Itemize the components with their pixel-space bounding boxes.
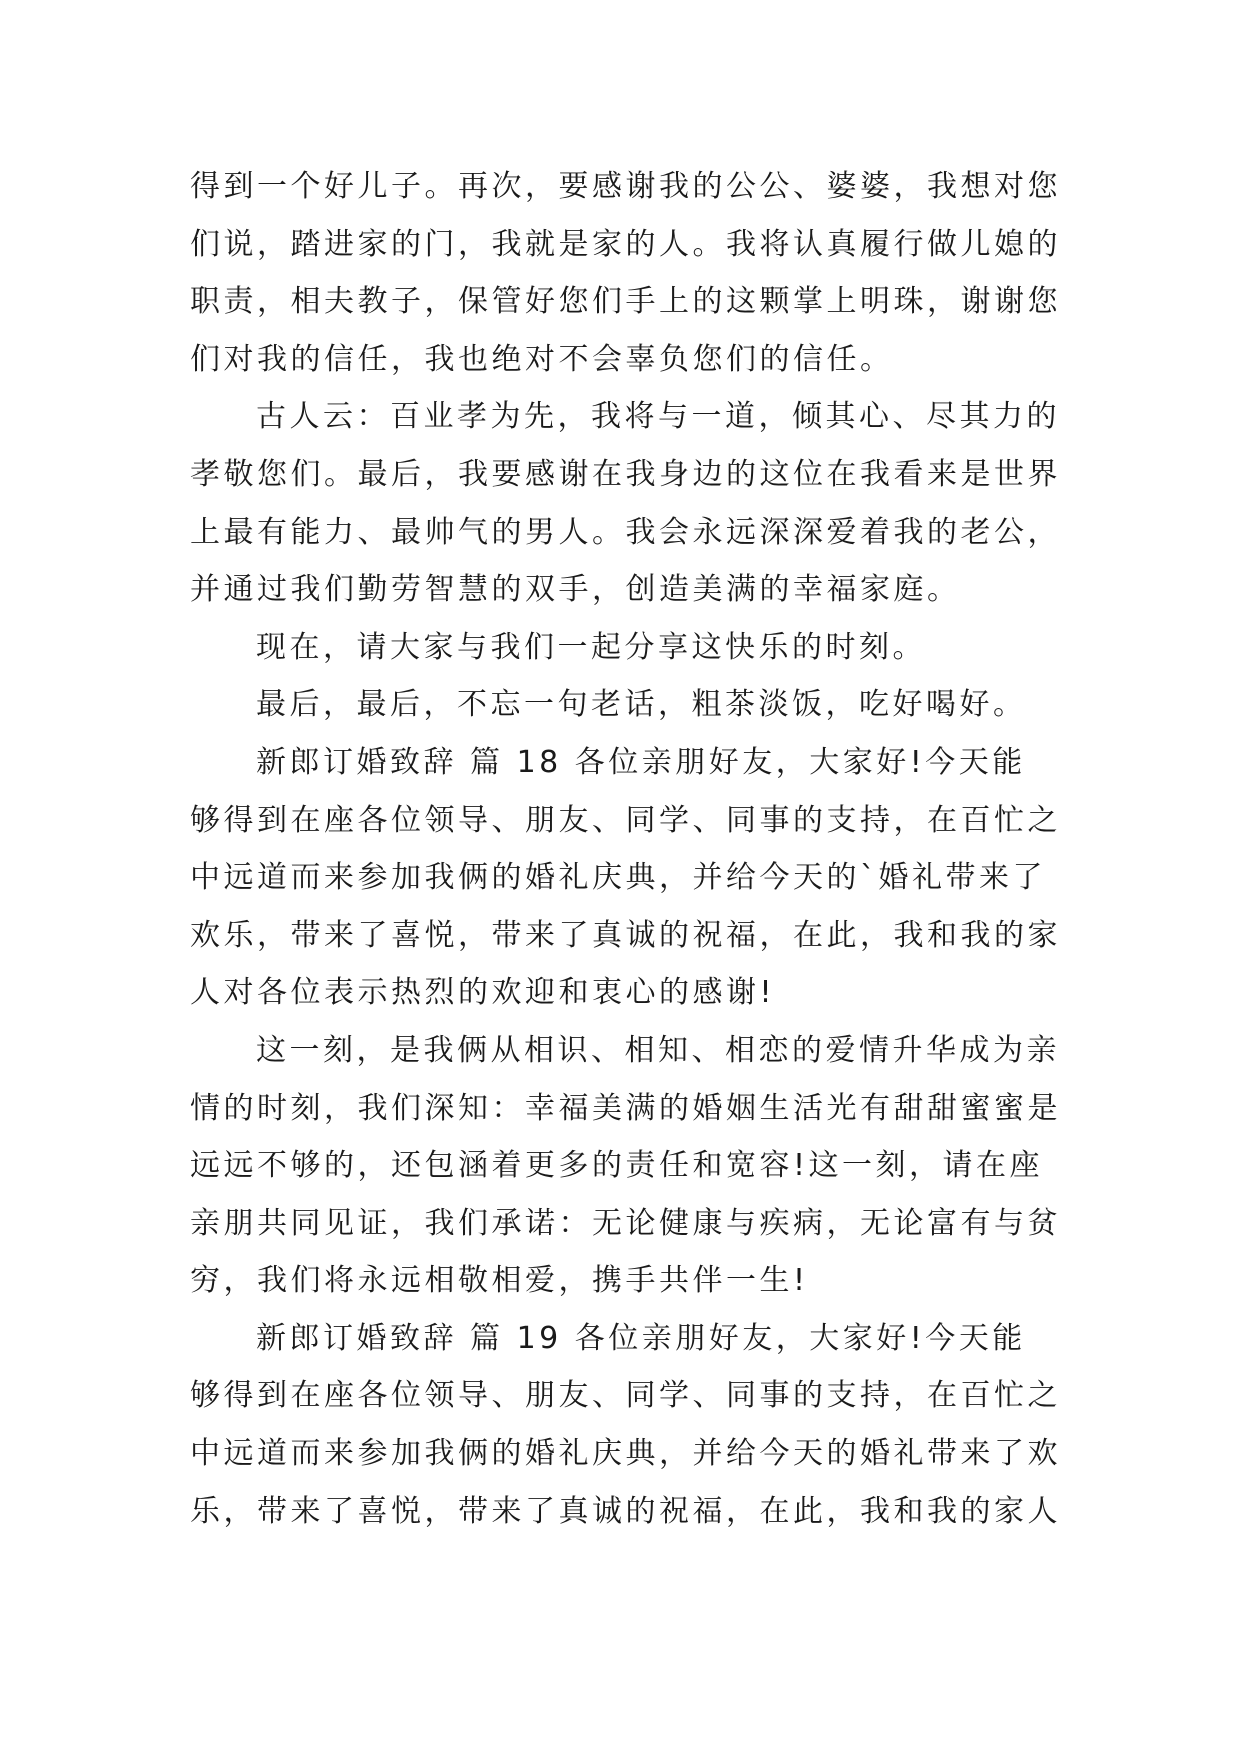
text-line: 古人云：百业孝为先，我将与一道，倾其心、尽其力的 (256, 399, 1060, 435)
text-line: 中远道而来参加我俩的婚礼庆典，并给今天的婚礼带来了欢 (190, 1436, 1061, 1472)
text-line: 现在，请大家与我们一起分享这快乐的时刻。 (256, 629, 926, 665)
text-line: 职责，相夫教子，保管好您们手上的这颗掌上明珠，谢谢您 (190, 284, 1061, 320)
text-line: 中远道而来参加我俩的婚礼庆典，并给今天的`婚礼带来了 (190, 860, 1046, 896)
text-line: 们说，踏进家的门，我就是家的人。我将认真履行做儿媳的 (190, 226, 1061, 262)
text-line: 新郎订婚致辞 篇 18 各位亲朋好友，大家好!今天能 (256, 744, 1026, 780)
document-body (190, 158, 1070, 1540)
text-line: 远远不够的，还包涵着更多的责任和宽容!这一刻，请在座 (190, 1148, 1044, 1184)
text-line: 上最有能力、最帅气的男人。我会永远深深爱着我的老公， (190, 514, 1061, 550)
text-line: 穷，我们将永远相敬相爱，携手共伴一生! (190, 1263, 809, 1299)
text-line: 情的时刻，我们深知：幸福美满的婚姻生活光有甜甜蜜蜜是 (190, 1090, 1061, 1126)
text-line: 够得到在座各位领导、朋友、同学、同事的支持，在百忙之 (190, 802, 1061, 838)
text-line: 最后，最后，不忘一句老话，粗茶淡饭，吃好喝好。 (256, 687, 1027, 723)
text-line: 够得到在座各位领导、朋友、同学、同事的支持，在百忙之 (190, 1378, 1061, 1414)
text-line: 人对各位表示热烈的欢迎和衷心的感谢! (190, 975, 776, 1011)
text-line: 欢乐，带来了喜悦，带来了真诚的祝福，在此，我和我的家 (190, 917, 1061, 953)
text-line: 们对我的信任，我也绝对不会辜负您们的信任。 (190, 341, 894, 377)
text-line: 并通过我们勤劳智慧的双手，创造美满的幸福家庭。 (190, 572, 961, 608)
text-line: 孝敬您们。最后，我要感谢在我身边的这位在我看来是世界 (190, 456, 1061, 492)
text-line: 新郎订婚致辞 篇 19 各位亲朋好友，大家好!今天能 (256, 1320, 1026, 1356)
text-line: 亲朋共同见证，我们承诺：无论健康与疾病，无论富有与贫 (190, 1205, 1061, 1241)
text-line: 乐，带来了喜悦，带来了真诚的祝福，在此，我和我的家人 (190, 1493, 1061, 1529)
text-line: 得到一个好儿子。再次，要感谢我的公公、婆婆，我想对您 (190, 169, 1061, 204)
text-line: 这一刻，是我俩从相识、相知、相恋的爱情升华成为亲 (256, 1032, 1060, 1068)
